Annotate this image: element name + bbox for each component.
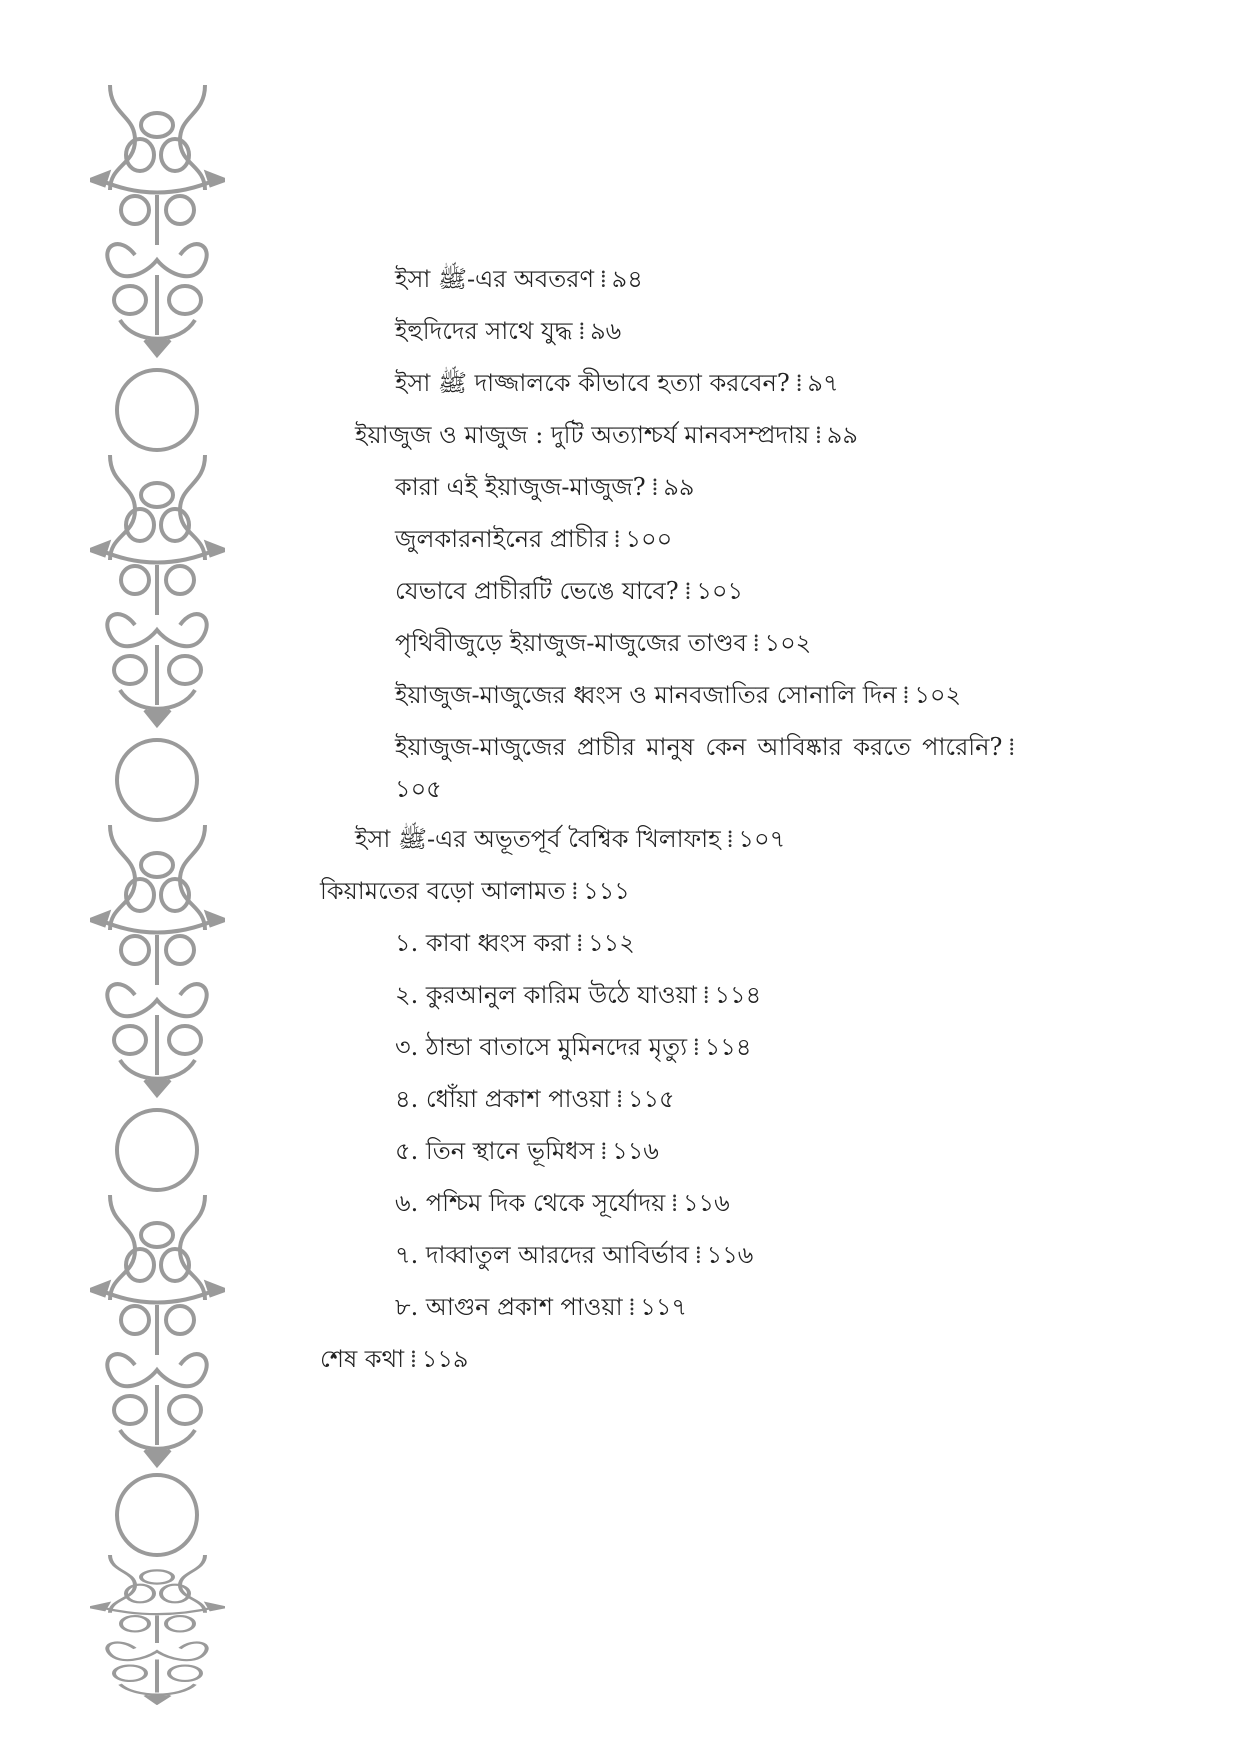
toc-entry-title: যেভাবে প্রাচীরটি ভেঙে যাবে? [395, 577, 679, 605]
toc-entry[interactable] [395, 362, 839, 404]
toc-entry[interactable] [395, 726, 1020, 810]
toc-entry-page: ৯৯ [663, 473, 695, 501]
toc-separator: ⁞ [752, 629, 759, 657]
toc-entry[interactable] [395, 466, 694, 508]
toc-entry-page: ১১৯ [421, 1345, 469, 1373]
toc-separator: ⁞ [726, 825, 733, 853]
toc-entry-page: ১০১ [696, 577, 744, 605]
toc-separator: ⁞ [600, 1137, 607, 1165]
toc-separator: ⁞ [1008, 733, 1014, 761]
toc-separator: ⁞ [702, 981, 709, 1009]
toc-entry-page: ৯৬ [590, 317, 622, 345]
toc-entry-page: ১০৫ [395, 775, 442, 803]
toc-entry-title: ইসা ﷺ-এর অভূতপূর্ব বৈশ্বিক খিলাফাহ [355, 825, 721, 853]
toc-separator: ⁞ [628, 1293, 635, 1321]
toc-separator: ⁞ [815, 421, 821, 449]
toc-entry-page: ১১৭ [640, 1293, 688, 1321]
ornamental-border-icon [90, 85, 225, 1705]
toc-entry[interactable] [355, 414, 858, 456]
toc-entry-page: ১০০ [625, 525, 673, 553]
toc-entry-title: ১. কাবা ধ্বংস করা [395, 929, 571, 957]
toc-entry-title: কারা এই ইয়াজুজ-মাজুজ? [395, 473, 646, 501]
toc-separator: ⁞ [795, 369, 802, 397]
toc-entry-title: ২. কুরআনুল কারিম উঠে যাওয়া [395, 981, 697, 1009]
toc-entry[interactable] [395, 310, 621, 352]
toc-entry-page: ১১৫ [627, 1085, 675, 1113]
toc-separator: ⁞ [571, 877, 578, 905]
toc-entry-title: ইসা ﷺ-এর অবতরণ [395, 265, 594, 293]
toc-entry-title: ৫. তিন স্থানে ভূমিধস [395, 1137, 595, 1165]
toc-entry-page: ১১৪ [714, 981, 762, 1009]
toc-entry-title: ৭. দাব্বাতুল আরদের আবির্ভাব [395, 1241, 689, 1269]
toc-entry-title: ইহুদিদের সাথে যুদ্ধ [395, 317, 573, 345]
toc-entry[interactable] [395, 570, 743, 612]
toc-separator: ⁞ [613, 525, 620, 553]
toc-separator: ⁞ [684, 577, 691, 605]
toc-entry-title: শেষ কথা [320, 1345, 405, 1373]
toc-entry-title: ৩. ঠান্ডা বাতাসে মুমিনদের মৃত্যু [395, 1033, 688, 1061]
toc-entry[interactable] [395, 1286, 687, 1328]
toc-entry[interactable] [355, 818, 785, 860]
toc-separator: ⁞ [693, 1033, 699, 1061]
toc-entry-title: ইয়াজুজ ও মাজুজ : দুটি অত্যাশ্চর্য মানবসম্প্রদায় [355, 421, 810, 449]
toc-separator: ⁞ [902, 681, 909, 709]
toc-separator: ⁞ [694, 1241, 701, 1269]
toc-entry-page: ১১৬ [706, 1241, 754, 1269]
toc-entry-page: ৯৭ [807, 369, 839, 397]
toc-entry-title: ৮. আগুন প্রকাশ পাওয়া [395, 1293, 623, 1321]
toc-entry[interactable] [395, 1130, 659, 1172]
toc-entry-title: কিয়ামতের বড়ো আলামত [320, 877, 566, 905]
toc-entry[interactable] [395, 1234, 753, 1276]
toc-entry[interactable] [320, 870, 630, 912]
toc-entry[interactable] [395, 518, 672, 560]
toc-separator: ⁞ [600, 265, 606, 293]
toc-entry[interactable] [395, 974, 761, 1016]
toc-entry[interactable] [395, 1026, 751, 1068]
toc-entry-title: ৪. ধোঁয়া প্রকাশ পাওয়া [395, 1085, 611, 1113]
toc-entry-page: ১১২ [588, 929, 635, 957]
toc-entry-title: জুলকারনাইনের প্রাচীর [395, 525, 608, 553]
toc-entry[interactable] [395, 922, 635, 964]
toc-entry-title: পৃথিবীজুড়ে ইয়াজুজ-মাজুজের তাণ্ডব [395, 629, 747, 657]
toc-entry-title: ইয়াজুজ-মাজুজের ধ্বংস ও মানবজাতির সোনালি দিন [395, 681, 897, 709]
toc-entry-page: ১০২ [914, 681, 962, 709]
toc-entry-page: ৯৪ [611, 265, 643, 293]
toc-entry-title: ইয়াজুজ-মাজুজের প্রাচীর মানুষ কেন আবিষ্কার করতে পারেনি? [395, 733, 1003, 761]
toc-entry-title: ৬. পশ্চিম দিক থেকে সূর্যোদয় [395, 1189, 666, 1217]
toc-entry-page: ১০৭ [738, 825, 786, 853]
toc-entry-page: ৯৯ [826, 421, 858, 449]
toc-entry-page: ১১১ [583, 877, 630, 905]
toc-entry-page: ১১৪ [704, 1033, 752, 1061]
toc-entry[interactable] [395, 258, 643, 300]
toc-separator: ⁞ [578, 317, 585, 345]
toc-entry[interactable] [395, 674, 961, 716]
toc-separator: ⁞ [410, 1345, 416, 1373]
toc-entry-page: ১১৬ [682, 1189, 730, 1217]
toc-entry[interactable] [320, 1338, 469, 1380]
toc-entry[interactable] [395, 622, 811, 664]
toc-entry-page: ১১৬ [612, 1137, 659, 1165]
toc-entry[interactable] [395, 1078, 675, 1120]
toc-entry-page: ১০২ [764, 629, 812, 657]
toc-entry[interactable] [395, 1182, 730, 1224]
toc-entry-title: ইসা ﷺ দাজ্জালকে কীভাবে হত্যা করবেন? [395, 369, 790, 397]
toc-separator: ⁞ [576, 929, 583, 957]
toc-separator: ⁞ [651, 473, 658, 501]
toc-separator: ⁞ [616, 1085, 622, 1113]
toc-separator: ⁞ [671, 1189, 677, 1217]
